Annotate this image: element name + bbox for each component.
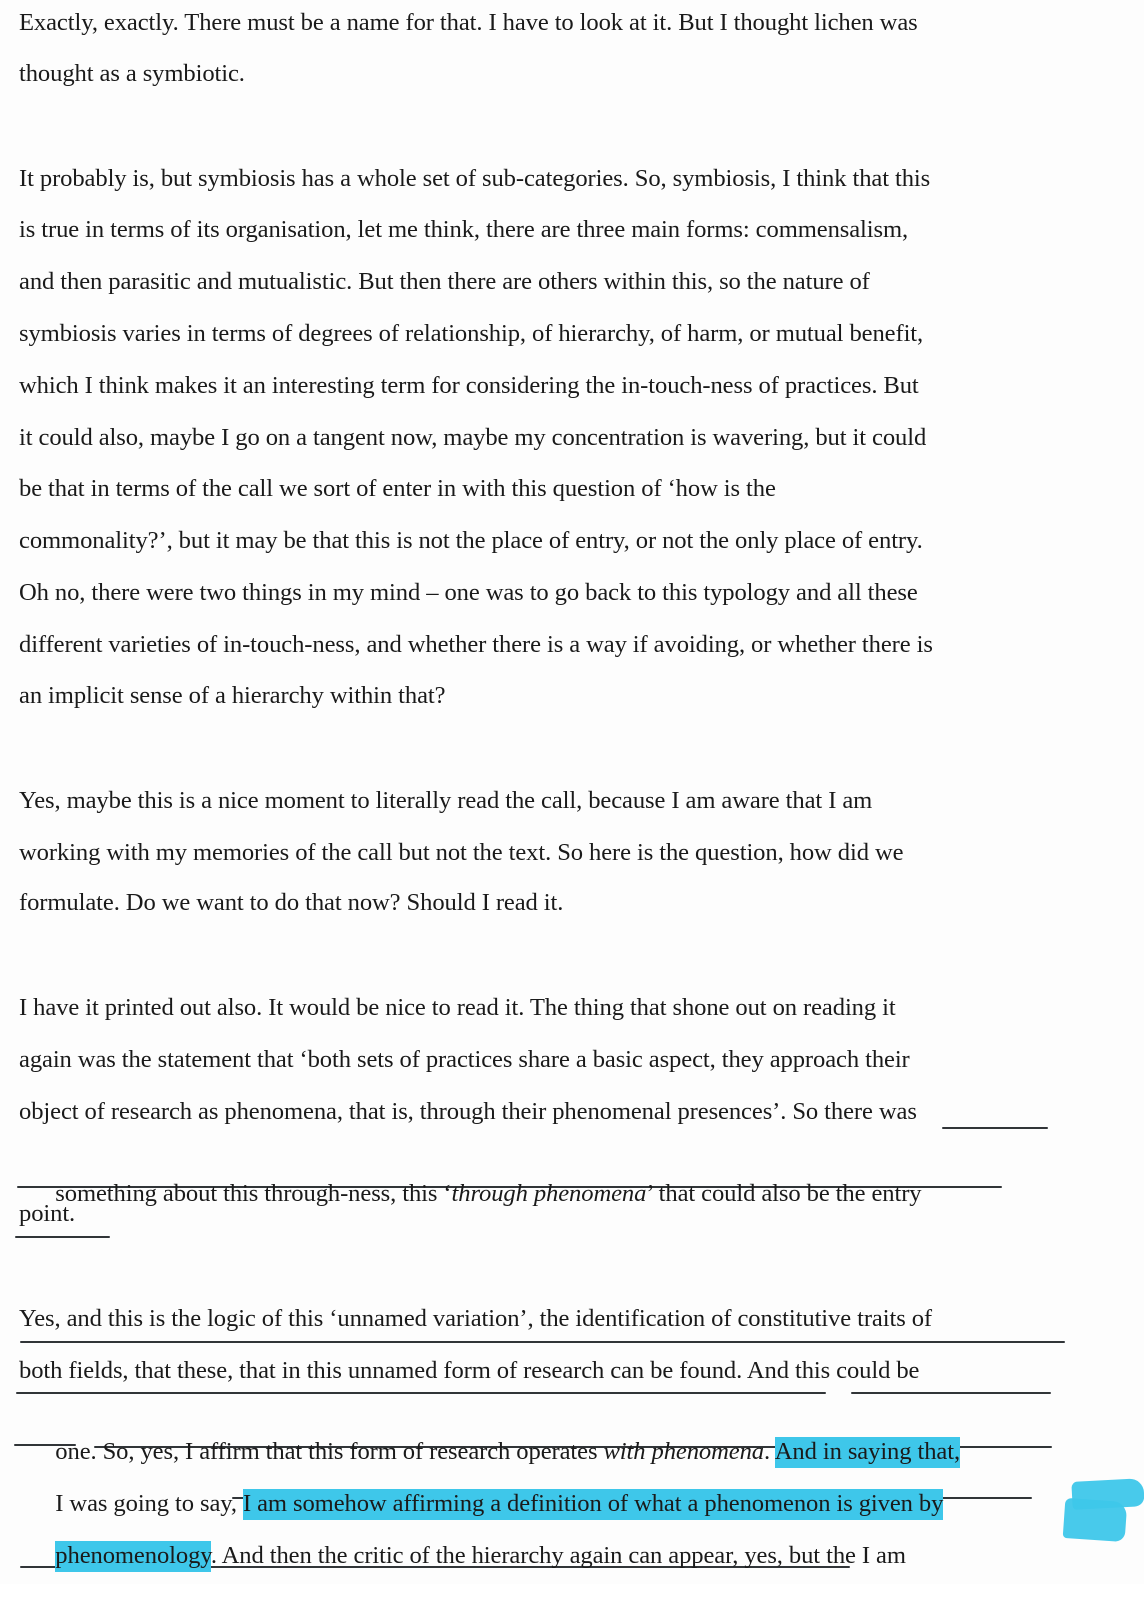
text-line: point.: [19, 1200, 76, 1227]
text-line: different varieties of in-touch-ness, and whether there is a way if avoiding, or whether there is: [19, 631, 933, 658]
text-line: be that in terms of the call we sort of enter in with this question of ‘how is the: [19, 475, 776, 502]
pen-underline: [942, 1127, 1048, 1129]
text-run: ’ that could also be the entry: [646, 1180, 922, 1207]
text-line: again was the statement that ‘both sets of practices share a basic aspect, they approach their: [19, 1046, 910, 1073]
italic-phrase: with phenomena: [603, 1438, 764, 1465]
text-run: .: [764, 1438, 775, 1465]
text-line: formulate. Do we want to do that now? Should I read it.: [19, 889, 564, 916]
text-line: Yes, maybe this is a nice moment to literally read the call, because I am aware that I am: [19, 787, 873, 814]
text-line: It probably is, but symbiosis has a whole set of sub-categories. So, symbiosis, I think that this: [19, 165, 931, 192]
text-line: commonality?’, but it may be that this is not the place of entry, or not the only place of entry.: [19, 527, 923, 554]
highlighted-phrase: And in saying that,: [775, 1437, 960, 1468]
text-line: thought as a symbiotic.: [19, 60, 245, 87]
highlighted-phrase: I am somehow affirming a definition of what a phenomenon is given by: [243, 1489, 943, 1520]
text-line: an implicit sense of a hierarchy within that?: [19, 682, 446, 709]
text-line: and then parasitic and mutualistic. But then there are others within this, so the nature of: [19, 268, 870, 295]
italic-phrase: through phenomena: [451, 1180, 647, 1207]
text-line: [19, 1511, 906, 1601]
highlighted-phrase: phenomenology: [55, 1541, 211, 1572]
text-line: [19, 1149, 922, 1239]
text-run: . And then the critic of the hierarchy again can appear, yes, but the I am: [210, 1542, 906, 1569]
text-run: I was going to say,: [55, 1490, 243, 1517]
text-line: object of research as phenomena, that is, through their phenomenal presences’. So there was: [19, 1098, 917, 1125]
text-line: Yes, and this is the logic of this ‘unnamed variation’, the identification of constitutive traits of: [19, 1305, 933, 1332]
text-line: working with my memories of the call but not the text. So here is the question, how did we: [19, 839, 904, 866]
text-line: I have it printed out also. It would be nice to read it. The thing that shone out on reading it: [19, 994, 896, 1021]
text-line: both fields, that these, that in this unnamed form of research can be found. And this could be: [19, 1357, 920, 1384]
pen-underline: [851, 1392, 1051, 1394]
text-line: symbiosis varies in terms of degrees of relationship, of hierarchy, of harm, or mutual benefit,: [19, 320, 924, 347]
highlighter-margin-mark: [1063, 1498, 1128, 1542]
text-line: is true in terms of its organisation, let me think, there are three main forms: commensalism,: [19, 216, 909, 243]
text-line: Exactly, exactly. There must be a name for that. I have to look at it. But I thought lichen was: [19, 9, 918, 36]
text-line: which I think makes it an interesting term for considering the in-touch-ness of practices. But: [19, 372, 919, 399]
text-line: it could also, maybe I go on a tangent now, maybe my concentration is wavering, but it could: [19, 424, 927, 451]
text-run: something about this through-ness, this ‘: [55, 1180, 452, 1207]
text-line: Oh no, there were two things in my mind – one was to go back to this typology and all these: [19, 579, 918, 606]
pen-underline: [20, 1341, 1065, 1343]
text-run: one. So, yes, I affirm that this form of research operates: [55, 1438, 604, 1465]
pen-underline: [16, 1392, 826, 1394]
